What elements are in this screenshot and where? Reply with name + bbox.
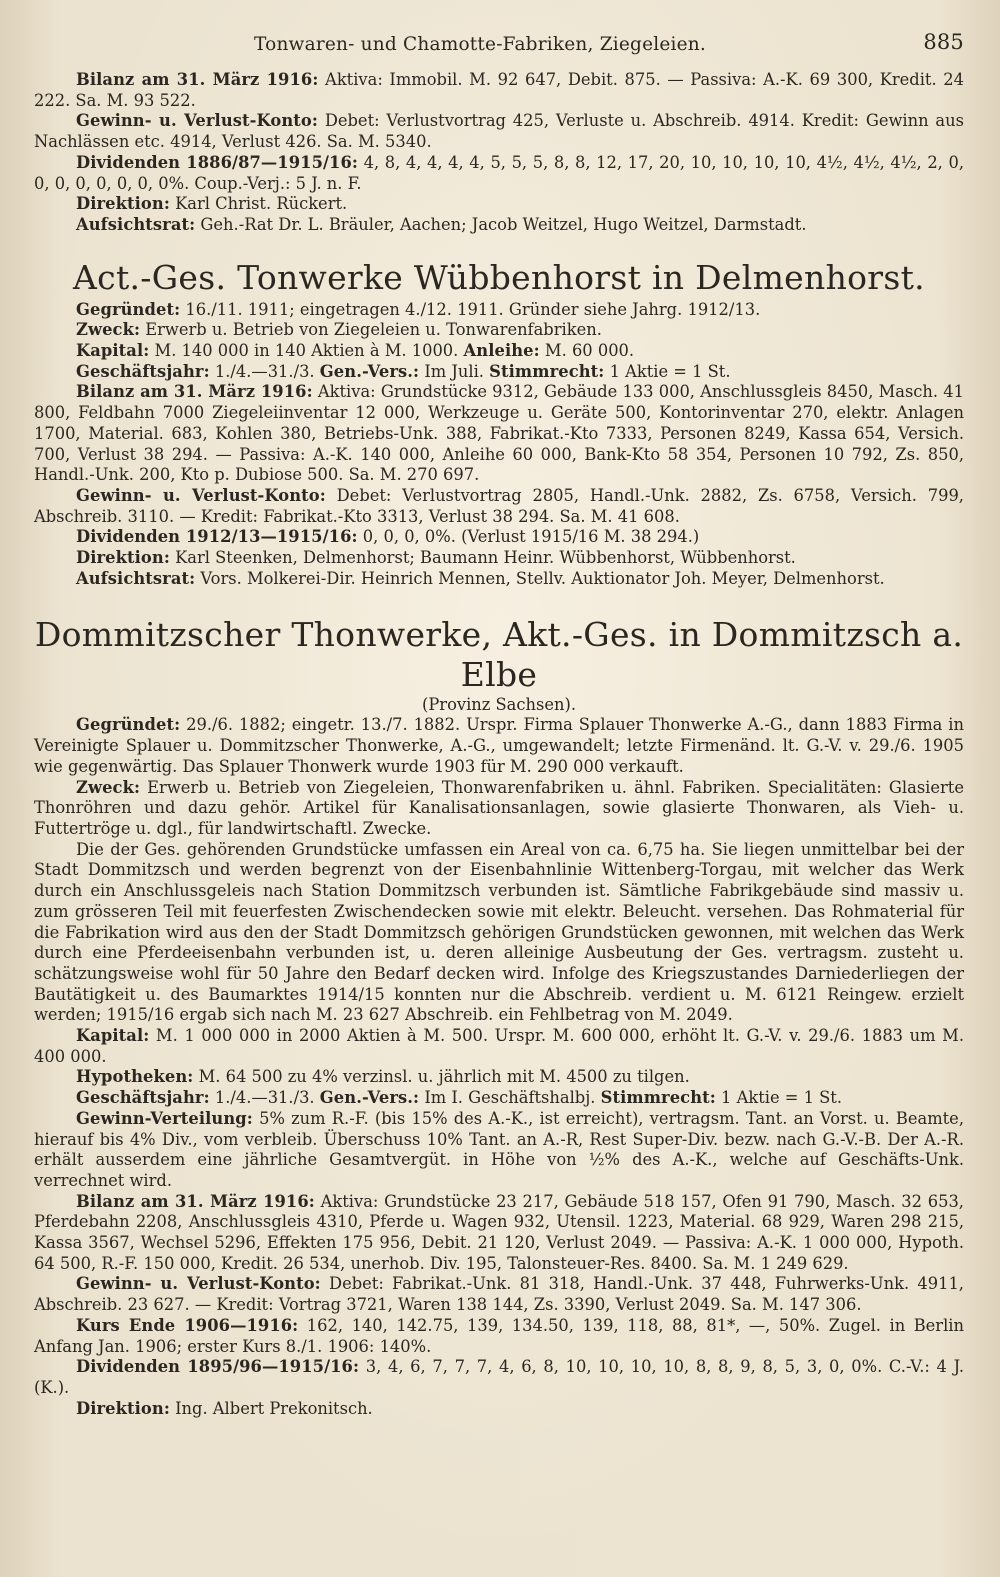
entry-wuebbenhorst (34, 258, 964, 590)
entry-dommitzsch (34, 615, 964, 1419)
paragraph: Gewinn- u. Verlust-Konto: Debet: Verlustvortrag 2805, Handl.-Unk. 2882, Zs. 6758, Versich. 799, Abschreib. 3110. — Kredit: Fabrikat.-Kto 3313, Verlust 38 294. Sa. M. 41 608. (34, 485, 964, 526)
running-title: Tonwaren- und Chamotte-Fabriken, Ziegeleien. (254, 34, 706, 55)
paragraph: Bilanz am 31. März 1916: Aktiva: Grundstücke 9312, Gebäude 133 000, Anschlussgleis 8450, Masch. 41 800, Feldbahn 7000 Ziegeleiinventar 12 000, Werkzeuge u. Geräte 500, Kontorinventar 270, elektr. Anlagen 1700, Material. 683, Kohlen 380, Betriebs-Unk. 388, Fabrikat.-Kto 7333, Personen 8249, Kassa 654, Versich. 700, Verlust 38 294. — Passiva: A.-K. 140 000, Anleihe 60 000, Bank-Kto 58 354, Personen 10 792, Zs. 850, Handl.-Unk. 200, Kto p. Dubiose 500. Sa. M. 270 697. (34, 382, 964, 485)
paragraph: Aufsichtsrat: Vors. Molkerei-Dir. Heinrich Mennen, Stellv. Auktionator Joh. Meyer, Delmenhorst. (76, 568, 885, 588)
paragraph: Hypotheken: M. 64 500 zu 4% verzinsl. u. jährlich mit M. 4500 zu tilgen. (76, 1067, 690, 1087)
paragraph: Kurs Ende 1906—1916: 162, 140, 142.75, 139, 134.50, 139, 118, 88, 81*, —, 50%. Zugel. in Berlin Anfang Jan. 1906; erster Kurs 8./1. 1906: 140%. (34, 1315, 964, 1356)
paragraph: Kapital: M. 1 000 000 in 2000 Aktien à M. 500. Urspr. M. 600 000, erhöht lt. G.-V. v. 29./6. 1883 um M. 400 000. (34, 1026, 964, 1066)
entry-continued (34, 70, 964, 236)
paragraph: Aufsichtsrat: Geh.-Rat Dr. L. Bräuler, Aachen; Jacob Weitzel, Hugo Weitzel, Darmstadt. (76, 214, 807, 234)
paragraph: Die der Ges. gehörenden Grundstücke umfassen ein Areal von ca. 6,75 ha. Sie liegen unmittelbar bei der Stadt Dommitzsch und werden begrenzt von der Eisenbahnlinie Wittenberg-Torgau, mit welcher das Werk durch ein Anschlussgeleis nach Station Dommitzsch verbunden ist. Sämtliche Fabrikgebäude sind massiv u. zum grösseren Teil mit feuerfesten Zwischendecken sowie mit elektr. Beleucht. versehen. Das Rohmaterial für die Fabrikation wird aus den der Stadt Dommitzsch gehörigen Grundstücken gewonnen, mit welchen das Werk durch eine Pferdeeisenbahn verbunden ist, u. deren alleinige Ausbeutung der Ges. vertragsm. zusteht u. schätzungsweise wohl für 50 Jahre den Bedarf decken wird. Infolge des Kriegszustandes Darniederliegen der Bautätigkeit u. des Baumarktes 1914/15 konnten nur die Abschreib. verdient u. M. 6121 Reingew. erzielt werden; 1915/16 ergab sich nach M. 23 627 Abschreib. ein Fehlbetrag von M. 2049. (34, 839, 964, 1025)
paragraph: Direktion: Karl Steenken, Delmenhorst; Baumann Heinr. Wübbenhorst, Wübbenhorst. (76, 548, 796, 568)
company-subheading: (Provinz Sachsen). (421, 695, 576, 715)
paragraph: Zweck: Erwerb u. Betrieb von Ziegeleien, Thonwarenfabriken u. ähnl. Fabriken. Specialitäten: Glasierte Thonröhren und dazu gehör. Artikel für Kanalisationsanlagen, sowie glasierte Thonwaren, als Vieh- u. Futtertröge u. dgl., für landwirtschaftl. Zwecke. (34, 777, 964, 838)
company-heading: Dommitzscher Thonwerke, Akt.-Ges. in Dommitzsch a. Elbe (34, 615, 964, 695)
company-heading: Act.-Ges. Tonwerke Wübbenhorst in Delmenhorst. (73, 257, 925, 297)
paragraph: Bilanz am 31. März 1916: Aktiva: Immobil. M. 92 647, Debit. 875. — Passiva: A.-K. 69 300, Kredit. 24 222. Sa. M. 93 522. (34, 70, 964, 110)
paragraph: Gewinn- u. Verlust-Konto: Debet: Fabrikat.-Unk. 81 318, Handl.-Unk. 37 448, Fuhrwerks-Unk. 4911, Abschreib. 23 627. — Kredit: Vortrag 3721, Waren 138 144, Zs. 3390, Verlust 2049. Sa. M. 147 306. (34, 1274, 964, 1315)
paragraph: Zweck: Erwerb u. Betrieb von Ziegeleien u. Tonwarenfabriken. (76, 320, 602, 340)
paragraph: Kapital: M. 140 000 in 140 Aktien à M. 1000. Anleihe: M. 60 000. (76, 341, 635, 361)
running-head (34, 30, 964, 60)
paragraph: Gegründet: 29./6. 1882; eingetr. 13./7. 1882. Urspr. Firma Splauer Thonwerke A.-G., dann 1883 Firma in Vereinigte Splauer u. Dommitzscher Thonwerke, A.-G., umgewandelt; letzte Firmenänd. lt. G.-V. v. 29./6. 1905 wie gegenwärtig. Das Splauer Thonwerk wurde 1903 für M. 290 000 verkauft. (34, 715, 964, 776)
paragraph: Geschäftsjahr: 1./4.—31./3. Gen.-Vers.: Im Juli. Stimmrecht: 1 Aktie = 1 St. (76, 361, 731, 381)
paragraph: Gewinn-Verteilung: 5% zum R.-F. (bis 15% des A.-K., ist erreicht), vertragsm. Tant. an Vorst. u. Beamte, hierauf bis 4% Div., vom verbleib. Überschuss 10% Tant. an A.-R, Rest Super-Div. bezw. nach G.-V.-B. Der A.-R. erhält ausserdem eine jährliche Gesamtvergüt. in Höhe von ½% des A.-K., welche auf Geschäfts-Unk. verrechnet wird. (34, 1108, 964, 1190)
paragraph: Direktion: Ing. Albert Prekonitsch. (76, 1398, 373, 1418)
paragraph: Direktion: Karl Christ. Rückert. (76, 194, 348, 214)
paragraph: Dividenden 1912/13—1915/16: 0, 0, 0, 0%. (Verlust 1915/16 M. 38 294.) (76, 527, 700, 547)
paragraph: Dividenden 1895/96—1915/16: 3, 4, 6, 7, 7, 7, 4, 6, 8, 10, 10, 10, 10, 8, 8, 9, 8, 5, 3, 0, 0%. C.-V.: 4 J. (K.). (34, 1357, 965, 1397)
paragraph: Dividenden 1886/87—1915/16: 4, 8, 4, 4, 4, 4, 5, 5, 5, 8, 8, 12, 17, 20, 10, 10, 10, 10, 4½, 4½, 4½, 2, 0, 0, 0, 0, 0, 0, 0, 0%. Coup.-Verj.: 5 J. n. F. (34, 152, 964, 193)
page-number: 885 (923, 30, 964, 54)
paragraph: Gewinn- u. Verlust-Konto: Debet: Verlustvortrag 425, Verluste u. Abschreib. 4914. Kredit: Gewinn aus Nachlässen etc. 4914, Verlust 426. Sa. M. 5340. (34, 111, 964, 152)
paragraph: Gegründet: 16./11. 1911; eingetragen 4./12. 1911. Gründer siehe Jahrg. 1912/13. (76, 299, 761, 319)
paragraph: Geschäftsjahr: 1./4.—31./3. Gen.-Vers.: Im I. Geschäftshalbj. Stimmrecht: 1 Aktie = 1 St. (76, 1088, 842, 1108)
paragraph: Bilanz am 31. März 1916: Aktiva: Grundstücke 23 217, Gebäude 518 157, Ofen 91 790, Masch. 32 653, Pferdebahn 2208, Anschlussgleis 4310, Pferde u. Wagen 932, Utensil. 1223, Material. 68 929, Waren 298 215, Kassa 3567, Wechsel 5296, Effekten 175 956, Debit. 21 120, Verlust 2049. — Passiva: A.-K. 1 000 000, Hypoth. 64 500, R.-F. 150 000, Kredit. 26 534, unerhob. Div. 195, Talonsteuer-Res. 8400. Sa. M. 1 249 629. (34, 1191, 964, 1273)
